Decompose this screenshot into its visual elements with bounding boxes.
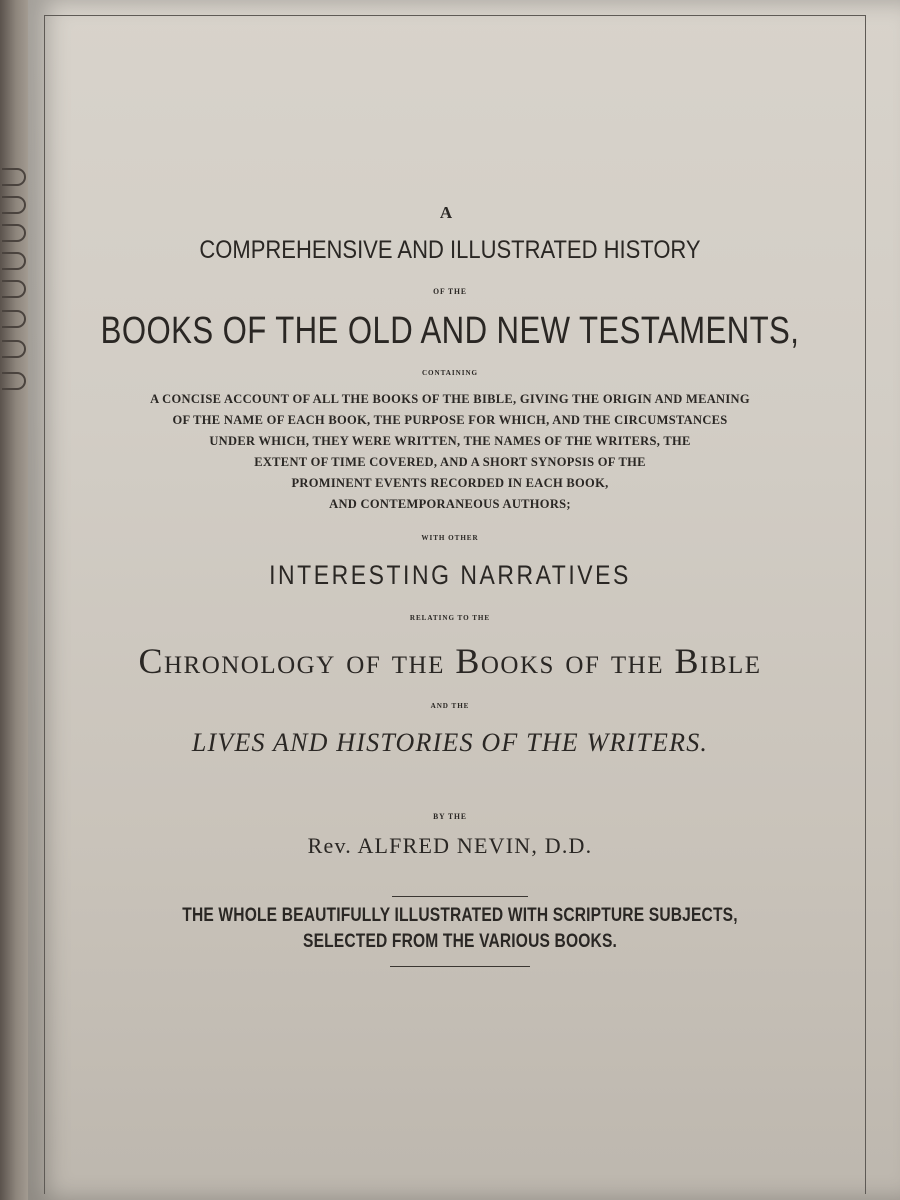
binding-ring [2, 310, 26, 328]
connector-by-the: BY THE [433, 812, 467, 821]
lives-line: LIVES AND HISTORIES OF THE WRITERS. [191, 728, 709, 757]
chronology-line: Chronology of the Books of the Bible [138, 641, 762, 681]
divider-rule-top [392, 896, 528, 897]
connector-relating: RELATING TO THE [409, 613, 491, 622]
description-line-2: OF THE NAME OF EACH BOOK, THE PURPOSE FOR WHICH, AND THE CIRCUMSTANCES [172, 413, 728, 427]
connector-with-other: WITH OTHER [421, 533, 479, 542]
description-line-6: AND CONTEMPORANEOUS AUTHORS; [329, 497, 571, 511]
title-article: A [439, 203, 453, 222]
narratives-line: INTERESTING NARRATIVES [269, 560, 631, 590]
title-history-line: COMPREHENSIVE AND ILLUSTRATED HISTORY [199, 236, 701, 264]
title-books-text: BOOKS OF THE OLD AND NEW TESTAMENTS, [100, 310, 800, 352]
page-border [44, 15, 866, 1194]
connector-of-the: OF THE [433, 287, 467, 296]
description-line-4: EXTENT OF TIME COVERED, AND A SHORT SYNOPSIS OF THE [254, 455, 646, 469]
description-line-5: PROMINENT EVENTS RECORDED IN EACH BOOK, [291, 476, 609, 490]
binding-ring [2, 340, 26, 358]
binding-ring [2, 224, 26, 242]
binding-ring [2, 252, 26, 270]
footer-line-2: SELECTED FROM THE VARIOUS BOOKS. [303, 931, 617, 952]
connector-containing: CONTAINING [421, 368, 479, 377]
description-line-1: A CONCISE ACCOUNT OF ALL THE BOOKS OF THE BIBLE, GIVING THE ORIGIN AND MEANING [150, 392, 750, 406]
author-line: Rev. ALFRED NEVIN, D.D. [307, 833, 593, 858]
title-page [28, 0, 900, 1200]
title-books-line [81, 310, 819, 353]
footer-line-1: THE WHOLE BEAUTIFULLY ILLUSTRATED WITH SCRIPTURE SUBJECTS, [182, 905, 738, 926]
connector-and-the: AND THE [430, 701, 470, 710]
binding-ring [2, 168, 26, 186]
divider-rule-bottom [390, 966, 530, 967]
description-line-3: UNDER WHICH, THEY WERE WRITTEN, THE NAMES OF THE WRITERS, THE [209, 434, 691, 448]
